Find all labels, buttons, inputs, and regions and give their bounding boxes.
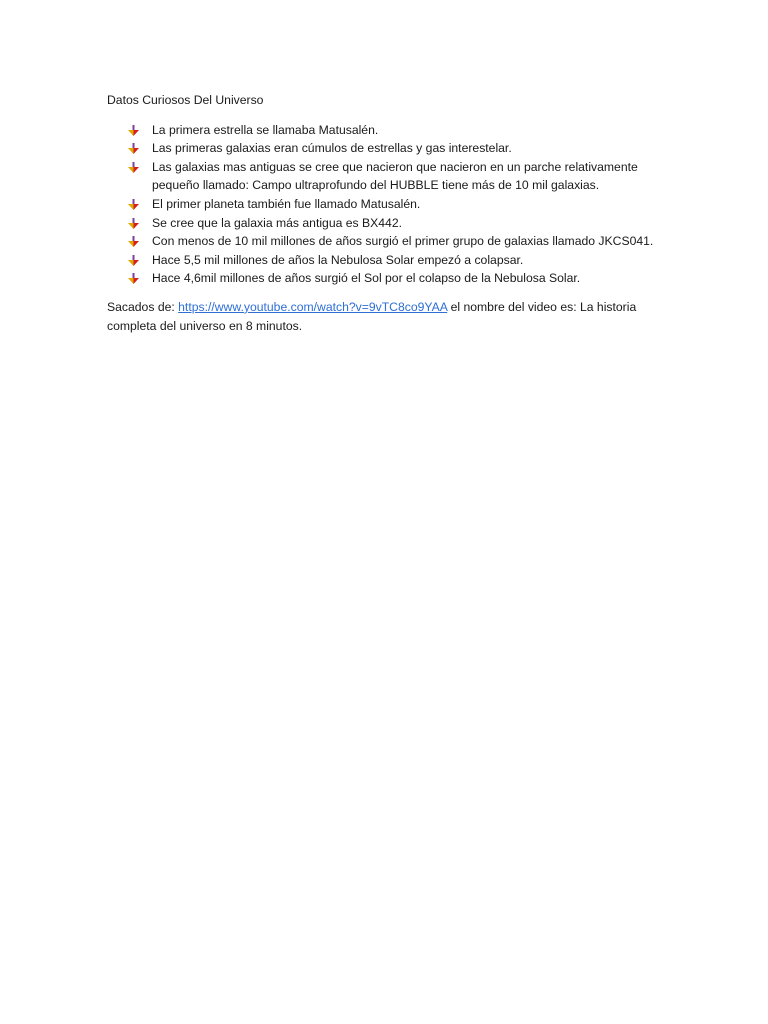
list-item — [107, 269, 667, 288]
source-suffix: el nombre del video es: La historia completa del universo en 8 minutos. — [107, 299, 637, 333]
fact-text: Hace 5,5 mil millones de años la Nebulosa Solar empezó a colapsar. — [152, 252, 524, 267]
arrow-down-bullet-icon — [128, 143, 139, 154]
arrow-down-bullet-icon — [128, 236, 139, 247]
source-paragraph — [107, 298, 667, 335]
fact-text: La primera estrella se llamaba Matusalén. — [152, 122, 379, 137]
fact-text: Hace 4,6mil millones de años surgió el Sol por el colapso de la Nebulosa Solar. — [152, 271, 581, 286]
list-item — [107, 121, 667, 140]
list-item — [107, 195, 667, 214]
arrow-down-bullet-icon — [128, 218, 139, 229]
arrow-down-bullet-icon — [128, 162, 139, 173]
document-title: Datos Curiosos Del Universo — [107, 93, 264, 107]
arrow-down-bullet-icon — [128, 199, 139, 210]
fact-text: Las galaxias mas antiguas se cree que nacieron que nacieron en un parche relativamente pequeño llamado: Campo ultraprofundo del HUBBLE tiene más de 10 mil galaxias. — [152, 159, 638, 193]
document-body — [107, 91, 667, 335]
list-item — [107, 139, 667, 158]
fact-text: Las primeras galaxias eran cúmulos de estrellas y gas interestelar. — [152, 141, 512, 156]
fact-text: El primer planeta también fue llamado Matusalén. — [152, 196, 421, 211]
arrow-down-bullet-icon — [128, 273, 139, 284]
list-item — [107, 214, 667, 233]
fact-text: Se cree que la galaxia más antigua es BX442. — [152, 215, 403, 230]
fact-text: Con menos de 10 mil millones de años surgió el primer grupo de galaxias llamado JKCS041. — [152, 234, 654, 249]
arrow-down-bullet-icon — [128, 255, 139, 266]
youtube-video-link[interactable]: https://www.youtube.com/watch?v=9vTC8co9YAA — [178, 299, 448, 314]
source-prefix: Sacados de: — [107, 299, 179, 314]
list-item — [107, 232, 667, 251]
arrow-down-bullet-icon — [128, 125, 139, 136]
list-item — [107, 158, 667, 195]
list-item — [107, 251, 667, 270]
facts-list — [107, 121, 667, 288]
